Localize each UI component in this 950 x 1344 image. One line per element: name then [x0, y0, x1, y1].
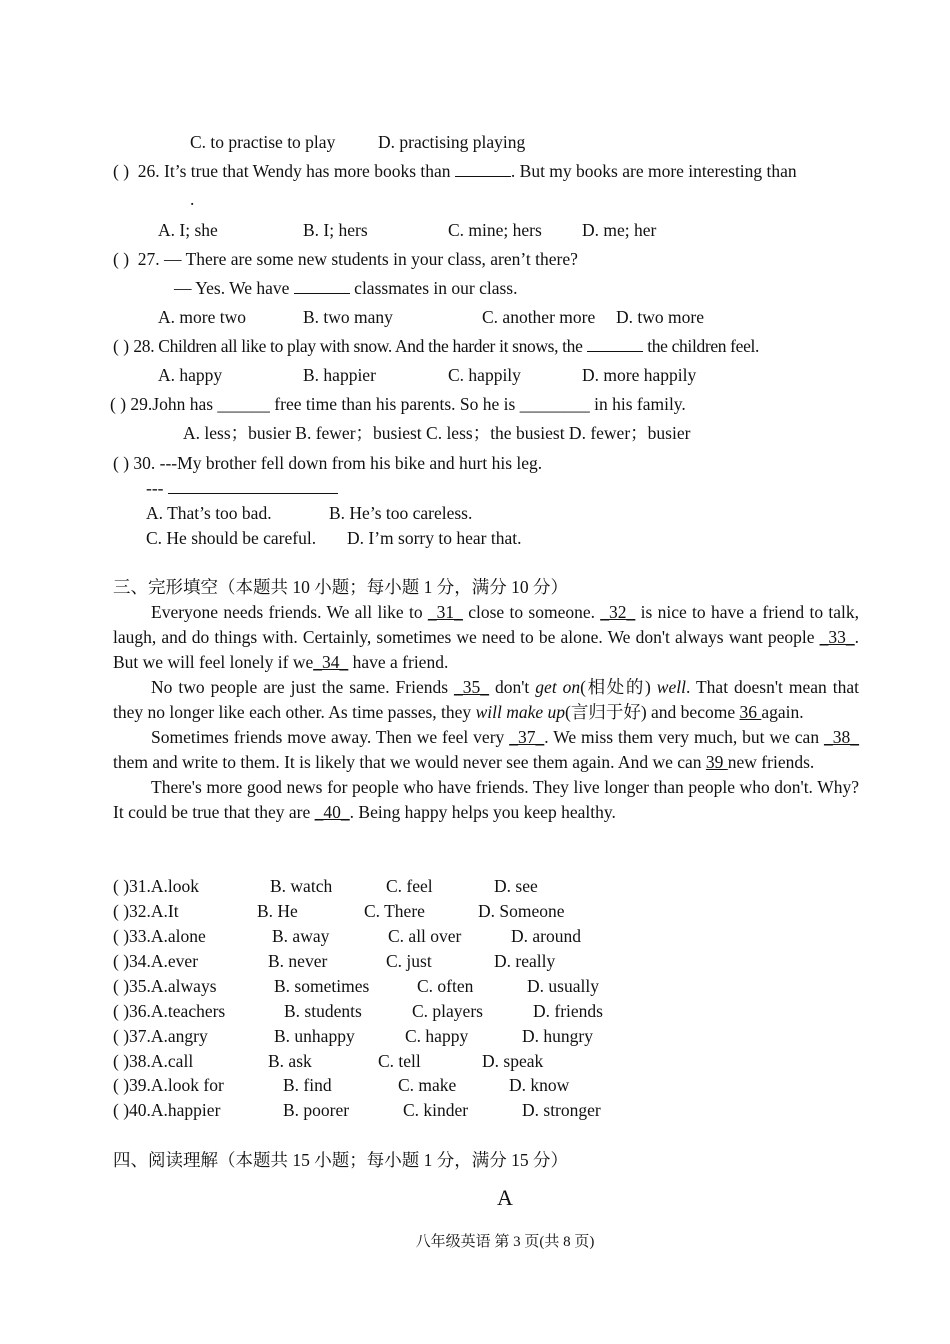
answer-paren: ( ): [113, 249, 130, 269]
cloze-option-row: ( )35.A.always: [113, 976, 217, 996]
q25-option-d: D. practising playing: [378, 132, 526, 152]
question-stem: 27. — There are some new students in your class, aren’t there?: [137, 249, 578, 269]
question-stem: 30. ---My brother fell down from his bike and hurt his leg.: [133, 453, 543, 473]
q26-option-a: A. I; she: [158, 220, 218, 240]
question-28: ( ) 28. Children all like to play with snow. And the harder it snows, the the children feel.: [113, 336, 760, 356]
passage-label-a: A: [497, 1185, 513, 1210]
passage-paragraph: No two people are just the same. Friends _35_ don't get on(相处的) well. That doesn't mean that they no longer like each other. As time passes, they will make up(言归于好) and become 36 again.: [113, 677, 859, 722]
q30-option-a: A. That’s too bad.: [146, 503, 272, 523]
blank-39: 39: [705, 752, 728, 772]
q25-option-c: C. to practise to play: [190, 132, 336, 152]
question-26-cont: .: [190, 189, 195, 209]
cloze-option-row: ( )34.A.ever: [113, 951, 199, 971]
answer-paren: ( ): [113, 161, 130, 181]
question-26: [113, 160, 797, 182]
question-30-reply: ---: [146, 477, 338, 499]
q30-option-c: C. He should be careful.: [146, 528, 317, 548]
q28-option-c: C. happily: [448, 365, 521, 385]
question-30: [113, 452, 542, 474]
cloze-option-row: ( )38.A.call: [113, 1051, 194, 1071]
blank-37: _37_: [509, 727, 545, 747]
q29-options: A. less；busier B. fewer；busiest C. less；the busiest D. fewer；busier: [183, 423, 691, 443]
cloze-option-row: ( )31.A.look: [113, 876, 200, 896]
passage-paragraph: There's more good news for people who have friends. They live longer than people who don't. Why? It could be true that they are _40_. Being happy helps you keep healthy.: [113, 777, 859, 822]
answer-blank: [168, 477, 338, 494]
cloze-passage: [113, 600, 859, 825]
answer-blank: [455, 160, 511, 177]
answer-blank: [294, 277, 350, 294]
cloze-option-row: ( )39.A.look for: [113, 1075, 224, 1095]
cloze-option-row: ( )36.A.teachers: [113, 1001, 226, 1021]
q30-option-b: B. He’s too careless.: [329, 503, 473, 523]
q26-option-b: B. I; hers: [303, 220, 368, 240]
cloze-option-row: ( )32.A.It: [113, 901, 179, 921]
question-stem-cont: . But my books are more interesting than: [510, 161, 797, 181]
blank-33: _33_: [819, 627, 855, 647]
question-29: ( ) 29.John has ______ free time than his parents. So he is ________ in his family.: [110, 394, 686, 414]
q27-option-d: D. two more: [616, 307, 704, 327]
q27-option-b: B. two many: [303, 307, 393, 327]
cloze-option-row: ( )33.A.alone: [113, 926, 206, 946]
section-heading-reading: 四、阅读理解（本题共 15 小题；每小题 1 分，满分 15 分）: [113, 1150, 568, 1170]
question-27-reply: — Yes. We have classmates in our class.: [174, 278, 518, 298]
section-heading-cloze: 三、完形填空（本题共 10 小题；每小题 1 分，满分 10 分）: [113, 577, 568, 597]
question-27: [113, 248, 578, 270]
blank-36: 36: [739, 702, 762, 722]
blank-34: _34_: [313, 652, 349, 672]
page-footer: 八年级英语 第 3 页(共 8 页): [415, 1234, 595, 1250]
answer-paren: ( ): [113, 453, 130, 473]
blank-40: _40_: [314, 802, 350, 822]
blank-31: _31_: [427, 602, 463, 622]
q28-option-b: B. happier: [303, 365, 376, 385]
question-stem: 26. It’s true that Wendy has more books than: [137, 161, 451, 181]
answer-blank: [587, 335, 643, 352]
passage-paragraph: Sometimes friends move away. Then we feel very _37_. We miss them very much, but we can _38_ them and write to them. It is likely that we would never see them again. And we can 39 new friends.: [113, 727, 860, 772]
blank-32: _32_: [600, 602, 636, 622]
q26-option-d: D. me; her: [582, 220, 657, 240]
cloze-option-row: ( )40.A.happier: [113, 1100, 221, 1120]
q27-option-c: C. another more: [482, 307, 596, 327]
cloze-option-row: ( )37.A.angry: [113, 1026, 208, 1046]
q27-option-a: A. more two: [158, 307, 246, 327]
blank-38: _38_: [824, 727, 860, 747]
question-stem: 28. Children all like to play with snow. And the harder it snows, the: [133, 336, 583, 356]
q28-option-a: A. happy: [158, 365, 223, 385]
q26-option-c: C. mine; hers: [448, 220, 542, 240]
blank-35: _35_: [454, 677, 490, 697]
q28-option-d: D. more happily: [582, 365, 697, 385]
q30-option-d: D. I’m sorry to hear that.: [347, 528, 522, 548]
passage-paragraph: Everyone needs friends. We all like to _31_ close to someone. _32_ is nice to have a friend to talk, laugh, and do things with. Certainly, sometimes we need to be alone. We don't always want people _33_. But we will feel lonely if we_34_ have a friend.: [113, 602, 859, 672]
answer-paren: ( ): [113, 336, 130, 356]
